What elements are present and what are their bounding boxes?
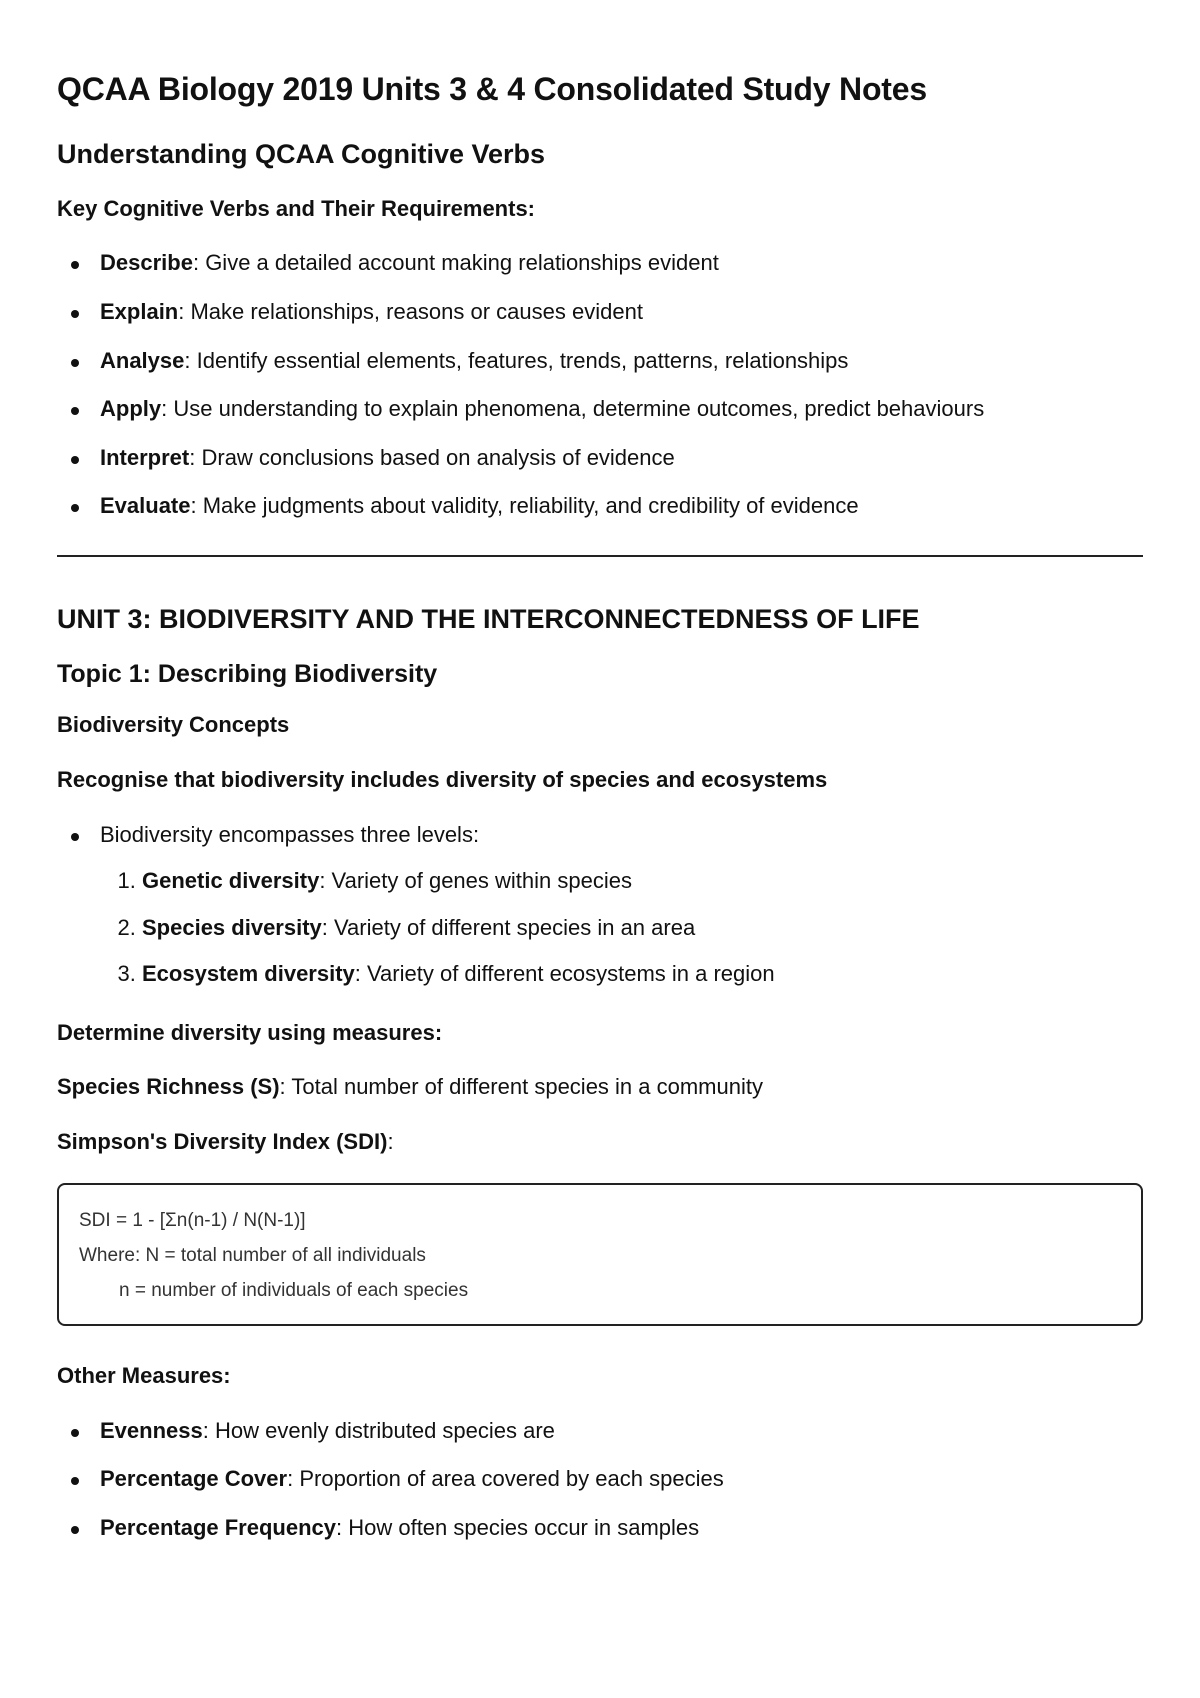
term-text: Variety of different ecosystems in a region: [367, 961, 775, 987]
term-label: Simpson's Diversity Index (SDI): [57, 1129, 388, 1155]
term-text: Variety of different species in an area: [334, 914, 696, 940]
term-label: Species diversity: [142, 914, 322, 940]
term-label: Percentage Frequency: [100, 1514, 336, 1540]
species-richness: [57, 1073, 1143, 1102]
simpsons-index-heading: [57, 1128, 1143, 1157]
term-text: Give a detailed account making relationships evident: [205, 250, 719, 276]
levels-list: [57, 821, 1143, 989]
term-separator: :: [161, 396, 174, 422]
list-item: [57, 347, 1143, 376]
term-label: Evaluate: [100, 493, 191, 519]
unit3-heading: UNIT 3: BIODIVERSITY AND THE INTERCONNECTEDNESS OF LIFE: [57, 603, 920, 634]
list-item: [57, 1417, 1143, 1446]
term-label: Describe: [100, 250, 193, 276]
term-separator: :: [192, 250, 206, 276]
list-item: [57, 395, 1143, 424]
list-item: [57, 492, 1143, 521]
term-separator: :: [354, 961, 368, 987]
term-label: Analyse: [100, 347, 185, 373]
term-label: Species Richness (S): [57, 1074, 280, 1100]
term-text: Variety of genes within species: [331, 868, 632, 894]
term-text: Make judgments about validity, reliability, and credibility of evidence: [202, 493, 859, 519]
verbs-list: [57, 249, 1143, 521]
concepts-heading: Biodiversity Concepts: [57, 712, 290, 738]
list-item: [142, 960, 1143, 989]
measures-heading: Determine diversity using measures:: [57, 1019, 443, 1045]
term-text: Identify essential elements, features, trends, patterns, relationships: [196, 347, 849, 373]
term-label: Genetic diversity: [142, 868, 320, 894]
term-text: Proportion of area covered by each species: [299, 1466, 724, 1492]
term-label: Percentage Cover: [100, 1466, 288, 1492]
formula-where-line: Where: N = total number of all individuals: [79, 1244, 426, 1266]
term-separator: :: [335, 1514, 349, 1540]
term-separator: :: [202, 1417, 215, 1443]
levels-intro: Biodiversity encompasses three levels:: [100, 821, 480, 847]
list-item: [57, 249, 1143, 278]
term-separator: :: [184, 347, 197, 373]
term-label: Ecosystem diversity: [142, 961, 355, 987]
term-label: Evenness: [100, 1417, 203, 1443]
document-title: QCAA Biology 2019 Units 3 & 4 Consolidated Study Notes: [57, 71, 927, 107]
verbs-subheading: Key Cognitive Verbs and Their Requirements:: [57, 195, 536, 221]
term-text: Draw conclusions based on analysis of evidence: [201, 444, 675, 470]
term-text: Total number of different species in a community: [291, 1074, 763, 1100]
formula-line: SDI = 1 - [Σn(n-1) / N(N-1)]: [79, 1209, 306, 1231]
verbs-section-heading: Understanding QCAA Cognitive Verbs: [57, 139, 546, 170]
other-measures-list: [57, 1417, 1143, 1543]
section-divider: [57, 555, 1143, 557]
term-text: Make relationships, reasons or causes evident: [190, 298, 643, 324]
term-label: Explain: [100, 298, 179, 324]
formula-n-line: n = number of individuals of each species: [119, 1279, 469, 1301]
term-label: Apply: [100, 396, 162, 422]
term-separator: :: [321, 914, 335, 940]
term-separator: :: [178, 298, 191, 324]
term-separator: :: [279, 1074, 292, 1100]
recognise-heading: Recognise that biodiversity includes diversity of species and ecosystems: [57, 766, 828, 792]
term-separator: :: [319, 868, 332, 894]
list-item: [57, 1465, 1143, 1494]
term-text: Use understanding to explain phenomena, determine outcomes, predict behaviours: [173, 396, 985, 422]
topic1-heading: Topic 1: Describing Biodiversity: [57, 660, 438, 689]
term-label: Interpret: [100, 444, 190, 470]
term-separator: :: [190, 493, 203, 519]
other-measures-heading: Other Measures:: [57, 1363, 231, 1389]
list-item: [142, 867, 1143, 896]
term-separator: :: [387, 1129, 394, 1155]
list-item: [57, 444, 1143, 473]
term-text: How often species occur in samples: [348, 1514, 700, 1540]
formula-box: [57, 1183, 1143, 1326]
term-text: How evenly distributed species are: [214, 1417, 555, 1443]
list-item: [57, 298, 1143, 327]
term-separator: :: [287, 1466, 300, 1492]
levels-numbered-list: [100, 867, 1143, 989]
list-item: [57, 821, 1143, 989]
term-separator: :: [189, 444, 202, 470]
list-item: [57, 1514, 1143, 1543]
list-item: [142, 914, 1143, 943]
